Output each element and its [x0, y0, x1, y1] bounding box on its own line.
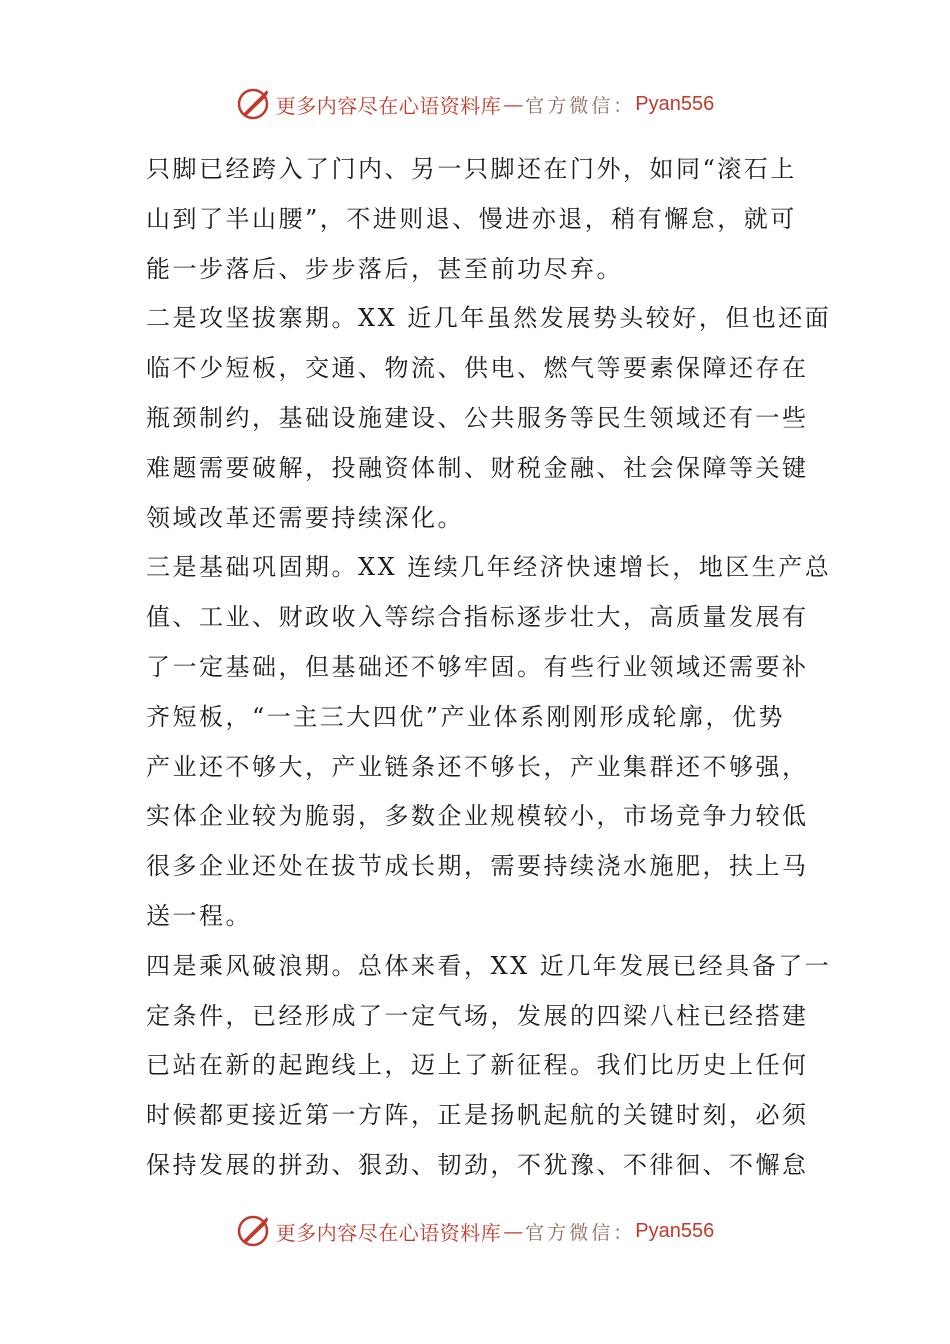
text-line: 瓶颈制约，基础设施建设、公共服务等民生领域还有一些: [146, 403, 809, 432]
document-body: [146, 145, 832, 1191]
watermark-separator: —: [503, 92, 524, 116]
text-line: 能一步落后、步步落后，甚至前功尽弃。: [146, 254, 623, 283]
text-line: 很多企业还处在拔节成长期，需要持续浇水施肥，扶上马: [146, 852, 809, 881]
text-line: 山到了半山腰”，不进则退、慢进亦退，稍有懈怠，就可: [146, 204, 797, 233]
text-line: 实体企业较为脆弱，多数企业规模较小，市场竞争力较低: [146, 802, 809, 831]
watermark-label: 官方微信：: [525, 1221, 636, 1244]
text-line: 只脚已经跨入了门内、另一只脚还在门外，如同“滚石上: [146, 155, 797, 183]
header-watermark: [0, 84, 950, 124]
text-line: 领域改革还需要持续深化。: [146, 503, 464, 532]
text-line: 四是乘风破浪期。总体来看，XX 近几年发展已经具备了一: [146, 951, 832, 980]
text-line: 二是攻坚拔寨期。XX 近几年虽然发展势头较好，但也还面: [146, 304, 832, 333]
watermark-site-text: 更多内容尽在心语资料库: [275, 93, 502, 118]
watermark-site-text: 更多内容尽在心语资料库: [275, 1220, 502, 1245]
watermark-wechat-id: Pyan556: [635, 1219, 715, 1242]
text-line: 送一程。: [146, 901, 252, 930]
text-line: 齐短板，“一主三大四优”产业体系刚刚形成轮廓，优势: [146, 702, 786, 731]
text-line: 难题需要破解，投融资体制、财税金融、社会保障等关键: [146, 453, 809, 482]
watermark-separator: —: [503, 1219, 524, 1243]
text-line: 已站在新的起跑线上，迈上了新征程。我们比历史上任何: [146, 1051, 809, 1080]
watermark-label: 官方微信：: [525, 94, 636, 117]
text-line: 三是基础巩固期。XX 连续几年经济快速增长，地区生产总: [146, 553, 832, 582]
quill-logo-icon: [236, 1214, 270, 1248]
watermark-wechat-id: Pyan556: [635, 92, 715, 115]
text-line: 临不少短板，交通、物流、供电、燃气等要素保障还存在: [146, 354, 809, 383]
text-line: 保持发展的拼劲、狠劲、韧劲，不犹豫、不徘徊、不懈怠: [146, 1150, 809, 1179]
text-line: 产业还不够大，产业链条还不够长，产业集群还不够强，: [146, 752, 809, 781]
text-line: 定条件，已经形成了一定气场，发展的四梁八柱已经搭建: [146, 1001, 809, 1030]
text-line: 值、工业、财政收入等综合指标逐步壮大，高质量发展有: [146, 603, 809, 632]
text-line: 了一定基础，但基础还不够牢固。有些行业领域还需要补: [146, 652, 809, 681]
text-line: 时候都更接近第一方阵，正是扬帆起航的关键时刻，必须: [146, 1101, 809, 1130]
footer-watermark: [0, 1211, 950, 1251]
quill-logo-icon: [236, 87, 270, 121]
